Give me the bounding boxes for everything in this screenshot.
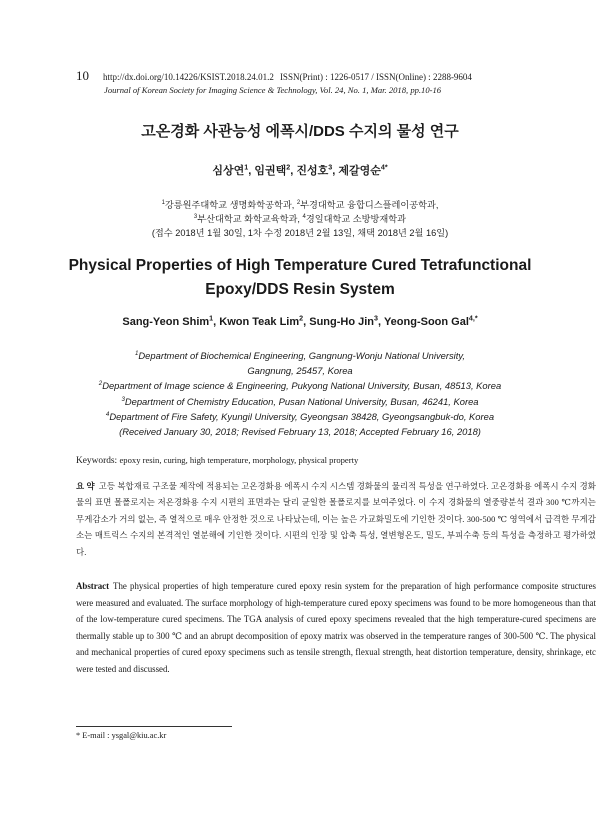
- korean-received-dates: (접수 2018년 1월 30일, 1차 수정 2018년 2월 13일, 채택 2018년 2월 16일): [151, 228, 449, 238]
- aff-sup: 1: [135, 349, 139, 357]
- aff-sup: 3: [193, 213, 198, 220]
- aff-text: (Received January 30, 2018; Revised February 13, 2018; Accepted February 16, 2018): [119, 426, 481, 438]
- english-abstract-text: The physical properties of high temperature cured epoxy resin system for the preparation of high performance composite structures were measured and evaluated. The surface morphology of high-temperature cured epoxy specimens was found to be more homogeneous than that of the low-temperature cured specimens. The TGA analysis of cured epoxy specimens revealed that the high temperature-cured specimens are thermally stable up to 300 ℃ and an abrupt decomposition of epoxy matrix was observed in the temperature ranges of 300-500 ℃. The physical and mechanical properties of cured epoxy specimens such as tensile strength, flexual strength, heat distortion temperature, density, shrinkage, etc were tested and discussed.: [76, 581, 596, 674]
- aff-text: 경일대학교 소방방재학과: [305, 214, 407, 224]
- aff-text: Department of Fire Safety, Kyungil University, Gyeongsan 38428, Gyeongsangbuk-do, Korea: [109, 410, 495, 422]
- author-sup: 1: [209, 314, 214, 323]
- author-name: Yeong-Soon Gal: [383, 316, 469, 328]
- footnote-email: * E-mail : ysgal@kiu.ac.kr: [76, 731, 167, 740]
- author-sup: 3: [374, 314, 379, 323]
- english-affiliations: [0, 348, 600, 439]
- author-sup: 3: [328, 163, 333, 172]
- author-name: Sung-Ho Jin: [309, 316, 375, 328]
- english-affiliation-line: [0, 348, 600, 363]
- keywords-label: Keywords:: [76, 456, 118, 466]
- aff-sup: 2: [296, 199, 301, 206]
- aff-text: Gangnung, 25457, Korea: [247, 365, 353, 377]
- aff-sup: 4: [302, 213, 306, 220]
- author-name: 임권택: [254, 165, 287, 177]
- korean-authors: 심상연$^1$, 임권택$^2$, 진성호$^3$, 제갈영순$^{4*}$: [212, 163, 388, 177]
- korean-affiliations: [0, 198, 600, 240]
- author-sup: 4,*: [468, 314, 478, 323]
- page-number: 10: [76, 68, 89, 83]
- author-sup: 2: [299, 314, 304, 323]
- aff-sup: 3: [121, 395, 125, 403]
- aff-sup: 1: [161, 199, 165, 206]
- author-name: 진성호: [296, 165, 329, 177]
- author-sup: 4*: [380, 163, 388, 172]
- english-received-dates: [0, 424, 600, 439]
- author-name: 심상연: [212, 165, 245, 177]
- author-name: Kwon Teak Lim: [219, 316, 300, 328]
- english-title-line: Physical Properties of High Temperature Cured Tetrafunctional: [68, 257, 532, 274]
- aff-text: 강릉원주대학교 생명화학공학과,: [164, 200, 297, 210]
- doi-link[interactable]: http://dx.doi.org/10.14226/KSIST.2018.24.01.2: [103, 72, 274, 82]
- running-header: [76, 68, 576, 95]
- aff-text: Department of Image science & Engineering, Pukyong National University, Busan, 48513, Korea: [102, 380, 502, 392]
- korean-affiliation-line: [0, 212, 600, 226]
- english-affiliation-line: [0, 394, 600, 409]
- english-abstract-label: Abstract: [76, 581, 110, 591]
- author-name: 제갈영순: [338, 165, 381, 177]
- aff-sup: 2: [98, 380, 103, 388]
- english-authors: Sang-Yeon Shim$^1$, Kwon Teak Lim$^2$, Sung-Ho Jin$^3$, Yeong-Soon Gal$^{4,*}$: [122, 314, 478, 328]
- issn: ISSN(Print) : 1226-0517 / ISSN(Online) : 2288-9604: [279, 72, 472, 82]
- aff-text: Department of Biochemical Engineering, Gangnung-Wonju National University,: [138, 350, 465, 361]
- author-name: Sang-Yeon Shim: [122, 316, 210, 328]
- aff-sup: 4: [105, 410, 110, 418]
- english-abstract: [76, 578, 596, 678]
- english-affiliation-line: [0, 363, 600, 378]
- english-title-line: Epoxy/DDS Resin System: [205, 281, 395, 298]
- aff-text: 부경대학교 융합디스플레이공학과,: [300, 200, 439, 210]
- footnote-divider: [76, 726, 232, 727]
- keywords: [76, 455, 596, 466]
- korean-abstract: [76, 479, 596, 561]
- korean-affiliation-line: [0, 198, 600, 212]
- english-title: [0, 254, 600, 302]
- author-sup: 1: [244, 163, 249, 172]
- korean-title: 고온경화 사관능성 에폭시/DDS 수지의 물성 연구: [141, 123, 459, 140]
- aff-text: 부산대학교 화학교육학과,: [197, 214, 303, 224]
- english-affiliation-line: [0, 409, 600, 424]
- aff-text: Department of Chemistry Education, Pusan National University, Busan, 46241, Korea: [124, 395, 479, 407]
- author-sup: 2: [286, 163, 291, 172]
- korean-abstract-text: 고등 복합재료 구조물 제작에 적용되는 고온경화용 에폭시 수지 시스템 경화물의 물리적 특성을 연구하였다. 고온경화용 에폭시 수지 경화물의 표면 몰폴로지는 저온경화용 수지 시편의 표면과는 달리 균일한 몰폴로지를 보여주었다. 이 수지 경화물의 열중량분석 결과 300 ℃까지는 무게감소가 거의 없는, 즉 열적으로 매우 안정한 것으로 나타났는데, 이는 높은 가교화밀도에 기인한 것이다. 300-500 ℃ 영역에서 급격한 무게감소는 매트릭스 수지의 본격적인 열분해에 기인한 것이다. 시편의 인장 및 압축 특성, 열변형온도, 밀도, 부피수축 등의 특성을 측정하고 평가하였다.: [76, 482, 596, 557]
- korean-abstract-label: 요 약: [76, 482, 95, 491]
- keywords-text: epoxy resin, curing, high temperature, morphology, physical property: [119, 455, 359, 465]
- journal-citation: Journal of Korean Society for Imaging Science & Technology, Vol. 24, No. 1, Mar. 2018, pp.10-16: [104, 85, 442, 95]
- english-affiliation-line: [0, 378, 600, 393]
